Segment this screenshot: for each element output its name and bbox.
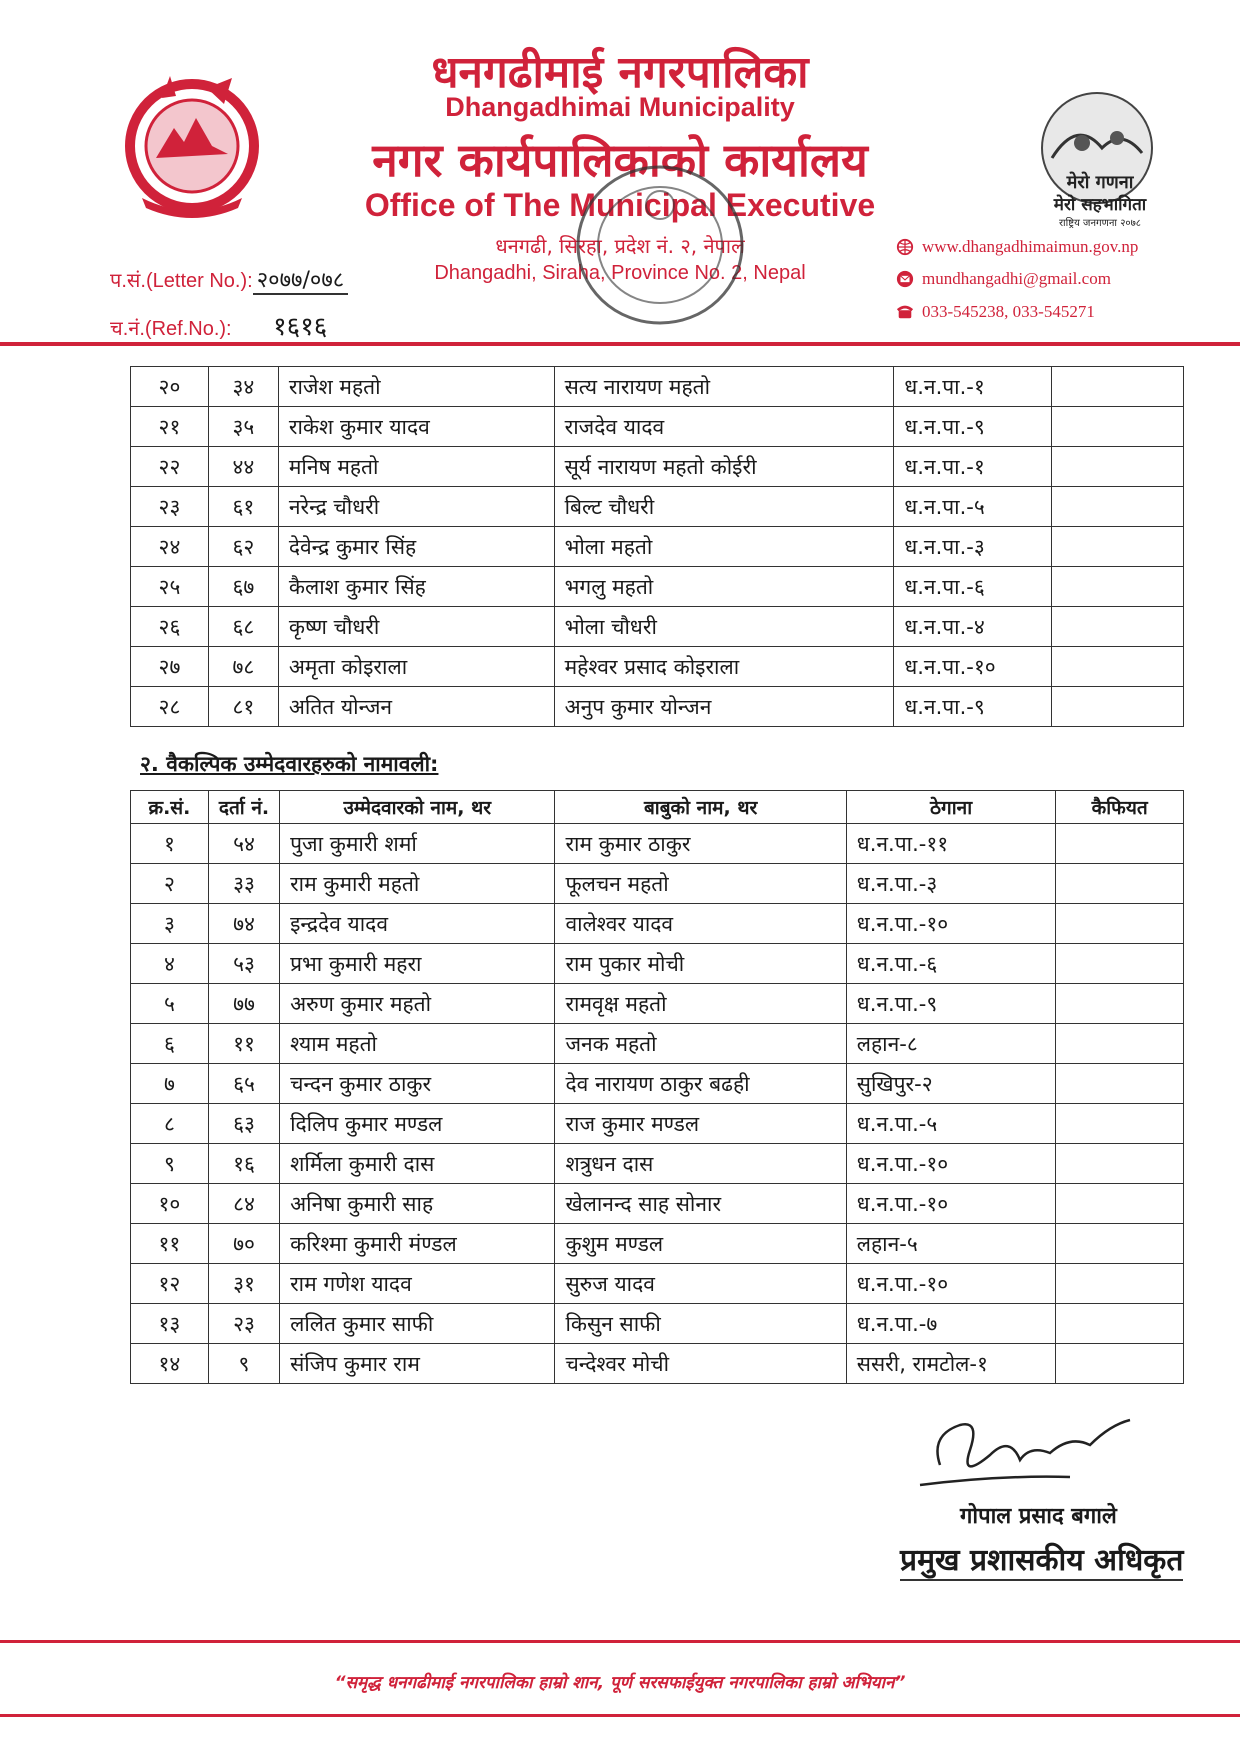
svg-text:राष्ट्रिय जनगणना २०७८: राष्ट्रिय जनगणना २०७८ bbox=[1058, 218, 1142, 229]
signer-title: प्रमुख प्रशासकीय अधिकृत bbox=[900, 1538, 1183, 1581]
candidate-name-cell: राजेश महतो bbox=[278, 367, 554, 407]
municipality-name-en: Dhangadhimai Municipality bbox=[445, 92, 795, 122]
remarks-cell bbox=[1056, 1224, 1184, 1264]
serial-cell: २८ bbox=[131, 687, 209, 727]
reg-number-cell: २३ bbox=[208, 1304, 279, 1344]
header-divider bbox=[0, 342, 1240, 346]
address-cell: लहान-५ bbox=[846, 1224, 1056, 1264]
phone-contact bbox=[896, 302, 1095, 322]
father-name-cell: भोला महतो bbox=[554, 527, 894, 567]
serial-cell: २० bbox=[131, 367, 209, 407]
candidate-name-cell: अतित योन्जन bbox=[278, 687, 554, 727]
address-en: Dhangadhi, Siraha, Province No. 2, Nepal bbox=[434, 262, 806, 284]
serial-cell: ५ bbox=[131, 984, 209, 1024]
serial-cell: ८ bbox=[131, 1104, 209, 1144]
serial-cell: २२ bbox=[131, 447, 209, 487]
father-name-cell: भगलु महतो bbox=[554, 567, 894, 607]
remarks-cell bbox=[1056, 1264, 1184, 1304]
remarks-cell bbox=[1056, 1184, 1184, 1224]
remarks-cell bbox=[1056, 1144, 1184, 1184]
address-cell: लहान-८ bbox=[846, 1024, 1056, 1064]
phone-text: 033-545238, 033-545271 bbox=[922, 302, 1095, 321]
father-name-cell: सूर्य नारायण महतो कोईरी bbox=[554, 447, 894, 487]
address-cell: ध.न.पा.-४ bbox=[894, 607, 1052, 647]
reg-number-cell: ६२ bbox=[208, 527, 278, 567]
table-row bbox=[131, 864, 1184, 904]
serial-cell: १३ bbox=[131, 1304, 209, 1344]
remarks-cell bbox=[1056, 1064, 1184, 1104]
footer-divider-bottom bbox=[0, 1714, 1240, 1717]
reg-number-cell: ७० bbox=[208, 1224, 279, 1264]
candidate-name-cell: श्याम महतो bbox=[280, 1024, 555, 1064]
col-father-header: बाबुको नाम, थर bbox=[555, 791, 846, 824]
candidate-name-cell: शर्मिला कुमारी दास bbox=[280, 1144, 555, 1184]
remarks-cell bbox=[1052, 567, 1184, 607]
candidate-name-cell: मनिष महतो bbox=[278, 447, 554, 487]
candidate-name-cell: राम कुमारी महतो bbox=[280, 864, 555, 904]
municipality-name-np: धनगढीमाई नगरपालिका bbox=[431, 47, 809, 98]
candidate-name-cell: चन्दन कुमार ठाकुर bbox=[280, 1064, 555, 1104]
table-row bbox=[131, 1144, 1184, 1184]
address-cell: ध.न.पा.-३ bbox=[894, 527, 1052, 567]
father-name-cell: सुरुज यादव bbox=[555, 1264, 846, 1304]
col-reg-header: दर्ता नं. bbox=[208, 791, 279, 824]
father-name-cell: रामवृक्ष महतो bbox=[555, 984, 846, 1024]
serial-cell: ११ bbox=[131, 1224, 209, 1264]
table-header-row bbox=[131, 791, 1184, 824]
father-name-cell: फूलचन महतो bbox=[555, 864, 846, 904]
serial-cell: २३ bbox=[131, 487, 209, 527]
serial-cell: २१ bbox=[131, 407, 209, 447]
letter-number-label: प.सं.(Letter No.): bbox=[110, 270, 253, 292]
father-name-cell: देव नारायण ठाकुर बढही bbox=[555, 1064, 846, 1104]
serial-cell: १२ bbox=[131, 1264, 209, 1304]
email-contact bbox=[896, 269, 1111, 289]
father-name-cell: शत्रुधन दास bbox=[555, 1144, 846, 1184]
serial-cell: २५ bbox=[131, 567, 209, 607]
address-cell: सुखिपुर-२ bbox=[846, 1064, 1056, 1104]
father-name-cell: वालेश्वर यादव bbox=[555, 904, 846, 944]
candidate-name-cell: संजिप कुमार राम bbox=[280, 1344, 555, 1384]
table-row bbox=[131, 1184, 1184, 1224]
ref-number-value: १६१६ bbox=[273, 312, 328, 342]
father-name-cell: कुशुम मण्डल bbox=[555, 1224, 846, 1264]
candidate-name-cell: करिश्मा कुमारी मंण्डल bbox=[280, 1224, 555, 1264]
ref-number-row bbox=[110, 307, 327, 343]
col-candidate-header: उम्मेदवारको नाम, थर bbox=[280, 791, 555, 824]
father-name-cell: महेश्वर प्रसाद कोइराला bbox=[554, 647, 894, 687]
candidate-name-cell: कृष्ण चौधरी bbox=[278, 607, 554, 647]
letter-number-row bbox=[110, 264, 348, 294]
signature-icon bbox=[900, 1405, 1160, 1505]
serial-cell: ९ bbox=[131, 1144, 209, 1184]
father-name-cell: चन्देश्वर मोची bbox=[555, 1344, 846, 1384]
footer-slogan: “समृद्ध धनगढीमाई नगरपालिका हाम्रो शान, पूर्ण सरसफाईयुक्त नगरपालिका हाम्रो अभियान” bbox=[334, 1673, 906, 1693]
table-row bbox=[131, 904, 1184, 944]
office-name-np: नगर कार्यपालिकाको कार्यालय bbox=[372, 133, 868, 187]
remarks-cell bbox=[1052, 687, 1184, 727]
remarks-cell bbox=[1052, 647, 1184, 687]
address-cell: ध.न.पा.-१० bbox=[846, 1144, 1056, 1184]
address-cell: ध.न.पा.-१० bbox=[846, 1184, 1056, 1224]
remarks-cell bbox=[1056, 864, 1184, 904]
address-cell: ध.न.पा.-११ bbox=[846, 824, 1056, 864]
address-cell: ध.न.पा.-१ bbox=[894, 447, 1052, 487]
reg-number-cell: ६७ bbox=[208, 567, 278, 607]
phone-icon bbox=[896, 303, 914, 321]
father-name-cell: राम कुमार ठाकुर bbox=[555, 824, 846, 864]
father-name-cell: बिल्ट चौधरी bbox=[554, 487, 894, 527]
reg-number-cell: ६१ bbox=[208, 487, 278, 527]
table-row bbox=[131, 647, 1184, 687]
candidate-name-cell: अनिषा कुमारी साह bbox=[280, 1184, 555, 1224]
col-address-header: ठेगाना bbox=[846, 791, 1056, 824]
candidate-name-cell: इन्द्रदेव यादव bbox=[280, 904, 555, 944]
address-cell: ध.न.पा.-१० bbox=[846, 1264, 1056, 1304]
address-cell: ध.न.पा.-५ bbox=[894, 487, 1052, 527]
email-icon bbox=[896, 270, 914, 288]
globe-icon bbox=[896, 238, 914, 256]
footer-divider-top bbox=[0, 1640, 1240, 1643]
serial-cell: २ bbox=[131, 864, 209, 904]
reg-number-cell: ६५ bbox=[208, 1064, 279, 1104]
candidate-name-cell: कैलाश कुमार सिंह bbox=[278, 567, 554, 607]
candidate-name-cell: अमृता कोइराला bbox=[278, 647, 554, 687]
address-cell: ध.न.पा.-९ bbox=[846, 984, 1056, 1024]
website-text: www.dhangadhimaimun.gov.np bbox=[922, 237, 1139, 256]
table-row bbox=[131, 527, 1184, 567]
father-name-cell: राज कुमार मण्डल bbox=[555, 1104, 846, 1144]
remarks-cell bbox=[1056, 1104, 1184, 1144]
reg-number-cell: ६८ bbox=[208, 607, 278, 647]
address-cell: ध.न.पा.-९ bbox=[894, 407, 1052, 447]
serial-cell: ६ bbox=[131, 1024, 209, 1064]
remarks-cell bbox=[1052, 367, 1184, 407]
candidate-name-cell: ललित कुमार साफी bbox=[280, 1304, 555, 1344]
remarks-cell bbox=[1056, 1024, 1184, 1064]
address-cell: ध.न.पा.-१० bbox=[846, 904, 1056, 944]
table-row bbox=[131, 984, 1184, 1024]
address-cell: ध.न.पा.-६ bbox=[846, 944, 1056, 984]
office-name-en: Office of The Municipal Executive bbox=[364, 187, 876, 223]
serial-cell: ३ bbox=[131, 904, 209, 944]
serial-cell: ७ bbox=[131, 1064, 209, 1104]
reg-number-cell: ५४ bbox=[208, 824, 279, 864]
serial-cell: १० bbox=[131, 1184, 209, 1224]
serial-cell: २७ bbox=[131, 647, 209, 687]
reg-number-cell: ९ bbox=[208, 1344, 279, 1384]
father-name-cell: जनक महतो bbox=[555, 1024, 846, 1064]
father-name-cell: भोला चौधरी bbox=[554, 607, 894, 647]
table-row bbox=[131, 447, 1184, 487]
serial-cell: १४ bbox=[131, 1344, 209, 1384]
reg-number-cell: ३४ bbox=[208, 367, 278, 407]
serial-cell: ४ bbox=[131, 944, 209, 984]
remarks-cell bbox=[1052, 527, 1184, 567]
address-cell: ध.न.पा.-५ bbox=[846, 1104, 1056, 1144]
father-name-cell: खेलानन्द साह सोनार bbox=[555, 1184, 846, 1224]
col-remarks-header: कैफियत bbox=[1056, 791, 1184, 824]
address-cell: ध.न.पा.-१० bbox=[894, 647, 1052, 687]
remarks-cell bbox=[1052, 447, 1184, 487]
candidate-name-cell: राम गणेश यादव bbox=[280, 1264, 555, 1304]
table-row bbox=[131, 1344, 1184, 1384]
candidate-name-cell: दिलिप कुमार मण्डल bbox=[280, 1104, 555, 1144]
ref-number-label: च.नं.(Ref.No.): bbox=[110, 318, 232, 340]
selected-candidates-table bbox=[130, 366, 1184, 727]
candidate-name-cell: प्रभा कुमारी महरा bbox=[280, 944, 555, 984]
letter-number-value: २०७७/०७८ bbox=[253, 268, 349, 295]
remarks-cell bbox=[1056, 1344, 1184, 1384]
candidate-name-cell: राकेश कुमार यादव bbox=[278, 407, 554, 447]
remarks-cell bbox=[1056, 1304, 1184, 1344]
table-row bbox=[131, 1264, 1184, 1304]
remarks-cell bbox=[1056, 904, 1184, 944]
email-text: mundhangadhi@gmail.com bbox=[922, 269, 1111, 288]
website-contact bbox=[896, 237, 1138, 257]
address-cell: ध.न.पा.-६ bbox=[894, 567, 1052, 607]
remarks-cell bbox=[1056, 944, 1184, 984]
reg-number-cell: ७८ bbox=[208, 647, 278, 687]
address-cell: ध.न.पा.-७ bbox=[846, 1304, 1056, 1344]
remarks-cell bbox=[1056, 984, 1184, 1024]
table-row bbox=[131, 487, 1184, 527]
table-row bbox=[131, 1024, 1184, 1064]
reg-number-cell: ७७ bbox=[208, 984, 279, 1024]
table-row bbox=[131, 567, 1184, 607]
col-serial-header: क्र.सं. bbox=[131, 791, 209, 824]
serial-cell: २६ bbox=[131, 607, 209, 647]
table-row bbox=[131, 407, 1184, 447]
father-name-cell: राम पुकार मोची bbox=[555, 944, 846, 984]
reg-number-cell: ८१ bbox=[208, 687, 278, 727]
table-row bbox=[131, 1104, 1184, 1144]
reg-number-cell: ११ bbox=[208, 1024, 279, 1064]
table-row bbox=[131, 824, 1184, 864]
table-row bbox=[131, 367, 1184, 407]
serial-cell: २४ bbox=[131, 527, 209, 567]
reg-number-cell: ६३ bbox=[208, 1104, 279, 1144]
table-row bbox=[131, 944, 1184, 984]
svg-text:मेरो गणना: मेरो गणना bbox=[1066, 172, 1134, 193]
svg-text:मेरो सहभागिता: मेरो सहभागिता bbox=[1053, 195, 1147, 215]
address-cell: ससरी, रामटोल-१ bbox=[846, 1344, 1056, 1384]
table-row bbox=[131, 607, 1184, 647]
reg-number-cell: ८४ bbox=[208, 1184, 279, 1224]
remarks-cell bbox=[1052, 607, 1184, 647]
address-cell: ध.न.पा.-३ bbox=[846, 864, 1056, 904]
table-row bbox=[131, 1224, 1184, 1264]
candidate-name-cell: नरेन्द्र चौधरी bbox=[278, 487, 554, 527]
reg-number-cell: ५३ bbox=[208, 944, 279, 984]
candidate-name-cell: अरुण कुमार महतो bbox=[280, 984, 555, 1024]
signer-name: गोपाल प्रसाद बगाले bbox=[960, 1504, 1117, 1529]
serial-cell: १ bbox=[131, 824, 209, 864]
table-row bbox=[131, 1064, 1184, 1104]
father-name-cell: अनुप कुमार योन्जन bbox=[554, 687, 894, 727]
table-row bbox=[131, 1304, 1184, 1344]
reg-number-cell: ४४ bbox=[208, 447, 278, 487]
father-name-cell: सत्य नारायण महतो bbox=[554, 367, 894, 407]
remarks-cell bbox=[1056, 824, 1184, 864]
table-row bbox=[131, 687, 1184, 727]
candidate-name-cell: देवेन्द्र कुमार सिंह bbox=[278, 527, 554, 567]
address-cell: ध.न.पा.-१ bbox=[894, 367, 1052, 407]
section-2-title: २. वैकल्पिक उम्मेदवारहरुको नामावली: bbox=[140, 752, 439, 776]
reg-number-cell: ३१ bbox=[208, 1264, 279, 1304]
reg-number-cell: ३३ bbox=[208, 864, 279, 904]
reg-number-cell: ७४ bbox=[208, 904, 279, 944]
remarks-cell bbox=[1052, 407, 1184, 447]
alternate-candidates-table bbox=[130, 790, 1184, 1384]
address-np: धनगढी, सिरहा, प्रदेश नं. २, नेपाल bbox=[495, 234, 745, 258]
candidate-name-cell: पुजा कुमारी शर्मा bbox=[280, 824, 555, 864]
office-stamp-icon bbox=[560, 150, 760, 340]
remarks-cell bbox=[1052, 487, 1184, 527]
reg-number-cell: १६ bbox=[208, 1144, 279, 1184]
address-cell: ध.न.पा.-९ bbox=[894, 687, 1052, 727]
father-name-cell: राजदेव यादव bbox=[554, 407, 894, 447]
father-name-cell: किसुन साफी bbox=[555, 1304, 846, 1344]
reg-number-cell: ३५ bbox=[208, 407, 278, 447]
